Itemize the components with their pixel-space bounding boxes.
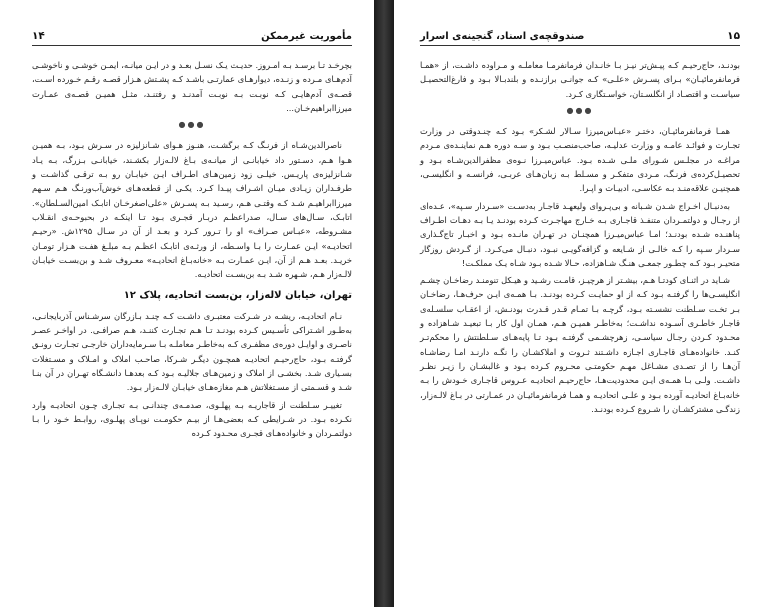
left-page: [0, 0, 374, 607]
left-running-title: مأموریت غیرممکن: [261, 31, 352, 42]
section-separator: ●●●: [178, 120, 206, 130]
paragraph: بودنـد، حاج‌رحیـم کـه پیـش‌تر نیـز بـا خانـدان فرمانفرمـا معاملـه و مـراوده داشـت، از «همـا فرمانفرمائیـان» بـرای پسـرش «علـی» کـه جوانـی برازنـده و بلندبـالا بـود و فارغ‌التحصیـل سیاسـت و اقتصـاد از انگلسـتان، خواسـتگاری کـرد.: [420, 60, 740, 99]
paragraph: ناصرالدین‌شـاه از فرنـگ کـه برگشـت، هنـوز هـوای شـانزلیزه در سـرش بـود، بـه همیـن هـوا هـم، دسـتور داد خیابانـی از میانـه‌ی بـاغ لالـه‌زار بکشـند، خیابانـی بـزرگ، بـه یـاد شـانزلیزه‌ی پاریـس. خیلـی زود زمین‌هـای اطـراف ایـن خیابـان رو بـه ترقـی گذاشـت و طرفـداران زیـادی میـان اشـراف پیـدا کـرد. یکـی از قطعه‌هـای خوش‌آب‌ورنـگ هـم سـهم میرزاابراهیـم شـد کـه وقتـی هـم، رسـید بـه پسـرش «علی‌اصغرخـان اتابـک امین‌السـلطان». اتابـک، سـال‌های سـال، صدراعظـم دربـار قجـری بـود تـا اینکـه در بحبوحـه‌ی انقـلاب مشـروطه، «عبـاس صـراف» او را تـرور کـرد و بعـد از آن در سـال ۱۲۹۵ش. «رحیـم اتحادیـه» ایـن عمـارت را بـا واسـطه، از ورثـه‌ی اتابـک اعظـم بـه مبلـغ هفـت هـزار تومـان خریـد. بعـد هـم از آن، ایـن عمـارت بـه «خانه‌بـاغ اتحادیـه» معـروف شـد و بن‌بسـت خیابـان لالـه‌زار هـم، شـهره شـد بـه بن‌بسـت اتحادیـه.: [32, 140, 352, 280]
right-page: [394, 0, 768, 607]
paragraph: به‌دنبـال اخـراج شـدن شـبانه و بی‌پـروای ولیعهـد قاجـار به‌دسـت «سـردار سـپه»، عـده‌ای از رجـال و دولتمـردان متنفـذ قاجـاری بـه خـارج مهاجـرت کـرده بودنـد یـا بـه دهـات اطـراف پناهنـده شـده بودنـد؛ امـا عباس‌میـرزا همچنـان در تهـران مانـده بـود و اخبـار تاج‌گـذاری سـردار سـپه را کـه خالـی از شـایعه و گزافه‌گویـی نبـود، دنبـال می‌کـرد. از گـردش روزگار متحیـر بـود کـه چطـور جمعـی هنـگ شـاهزاده، حـالا شـده بـود شـاه یـک مملکـت!: [420, 200, 740, 268]
paragraph: نـام اتحادیـه، ریشـه در شـرکت معتبـری داشـت کـه چنـد بـازرگان سرشـناس آذربایجانـی، به‌طـور اشـتراکی تأسـیس کـرده بودنـد تـا هـم تجـارت کننـد، هـم صرافـی. در اواخـر عصـر ناصـری و اوایـل دوره‌ی مظفـری کـه به‌خاطـر معاملـه بـا سـرمایه‌داران خارجـی تجـارت رونـق گرفتـه بـود، حاج‌رحیـم اتحادیـه همچـون دیگـر شـرکا، صاحـب املاک و امـلاک و مسـتغلات بسـیاری شـد. بخشـی از املاک و زمین‌هـای جلالیـه بـود کـه بعدهـا دانشـگاه تهـران در آن بنـا شـد و قسـمتی از مسـتغلاتش هـم مغازه‌هـای خیابـان لالـه‌زار بـود.: [32, 310, 352, 393]
section-separator: ●●●: [566, 105, 594, 115]
paragraph: بچرخـد تـا برسـد بـه امـروز. حدیـث یـک نسـل بعـد و در ایـن میانـه، ایمـن خوشـی و ناخوشـی آدم‌هـای مـرده و زنـده، دیوارهـای عمارتـی باشـد کـه پشـتش هـزار قصـه رقـم خـورده اسـت، قصـه‌ی آدم‌هایـی کـه نوبـت بـه نوبـت آمدنـد و رفتنـد، مثـل همیـن قصـه‌ی عمـارت میرزاابراهیم‌خـان...: [32, 60, 352, 113]
right-running-title: صندوقچه‌ی اسناد، گنجینه‌ی اسرار: [420, 31, 585, 42]
left-page-header: [32, 30, 352, 46]
section-title: تهران، خیابان لاله‌زار، بن‌بست اتحادیه، پلاک ۱۲: [123, 290, 352, 302]
paragraph: همـا فرمانفرمائیـان، دختـر «عبـاس‌میرزا سـالار لشـکر» بـود کـه چنـدوقتی در وزارت تجـارت و فوائـد عامـه و وزارت عدلیـه، صاحب‌منصـب بـود و سـه دوره هـم نماینـده‌ی مـردم مراغـه در مجلـس شـورای ملـی شـده بـود. عباس‌میـرزا نـوه‌ی مظفرالدین‌شـاه بـود و تحصیـل‌کرده‌ی فرنـگ، مـردی متفکـر و مسـلط بـه زبان‌هـای عربـی، فرانسـه و انگلیسـی، همچنیـن علاقه‌منـد بـه عکاسـی، ادبیـات و اپـرا.: [420, 126, 740, 194]
right-page-header: [420, 30, 740, 46]
right-page-body: [420, 58, 740, 416]
book-gutter: [374, 0, 394, 607]
paragraph: شـاید در اثنـای کودتـا هـم، بیشـتر از هرچیـز، قامـت رشـید و هیـکل تنومنـد رضاخـان چشـم انگلیسـی‌ها را گرفتـه بـود کـه از او حمایـت کـرده بودنـد. بـا همـه‌ی ایـن حرف‌هـا، رضاخـان بـر تخـت سـلطنت نشسـته بـود، گرچـه بـا تمـام قـدر قـدرت بودنـش، از اعقـاب سلسـله‌ی قاجـار خاطـری آسـوده نداشـت؛ به‌خاطـر همیـن هـم، همـان اول کار بـا تبعیـد شـاهزاده و محـدود کـردن رجـال سیاسـی، زهرچشـمی گرفتـه بـود تـا پایه‌هـای سـلطنتش را محکم‌تـر کنـد. خانواده‌هـای قاجـاری اجـازه داشـتند ثـروت و املاکشـان را نگـه دارنـد امـا رضاشـاه آن‌هـا را از تصـدی مشـاغل مهـم حکومتـی محـروم کـرده بـود و غالبشـان را زیـر نظـر داشـت. ولـی بـا همـه‌ی ایـن محدودیت‌هـا، حاج‌رحیـم اتحادیـه عـروس قاجـاری خـودش را بـه خانه‌بـاغ اتحادیـه آورده بـود و علـی اتحادیـه و همـا فرمانفرمائیـان در عمـارتی در بـاغ لالـه‌زار، زندگـی مشترکشـان را شـروع کـرده بودنـد.: [420, 275, 740, 414]
paragraph: تغییـر سـلطنت از قاجاریـه بـه پهلـوی، صدمـه‌ی چندانـی بـه تجـاری چـون اتحادیـه وارد نکـرده بـود. در شـرایطی کـه بعضی‌هـا از بیـم حکومـت نوپـای پهلـوی، روابـط خـود را بـا دولتمـردان و خانواده‌هـای قجـری محـدود کـرده: [32, 399, 352, 439]
left-page-body: [32, 58, 352, 440]
right-page-number: ۱۵: [727, 30, 740, 42]
left-page-number: ۱۴: [32, 30, 45, 42]
